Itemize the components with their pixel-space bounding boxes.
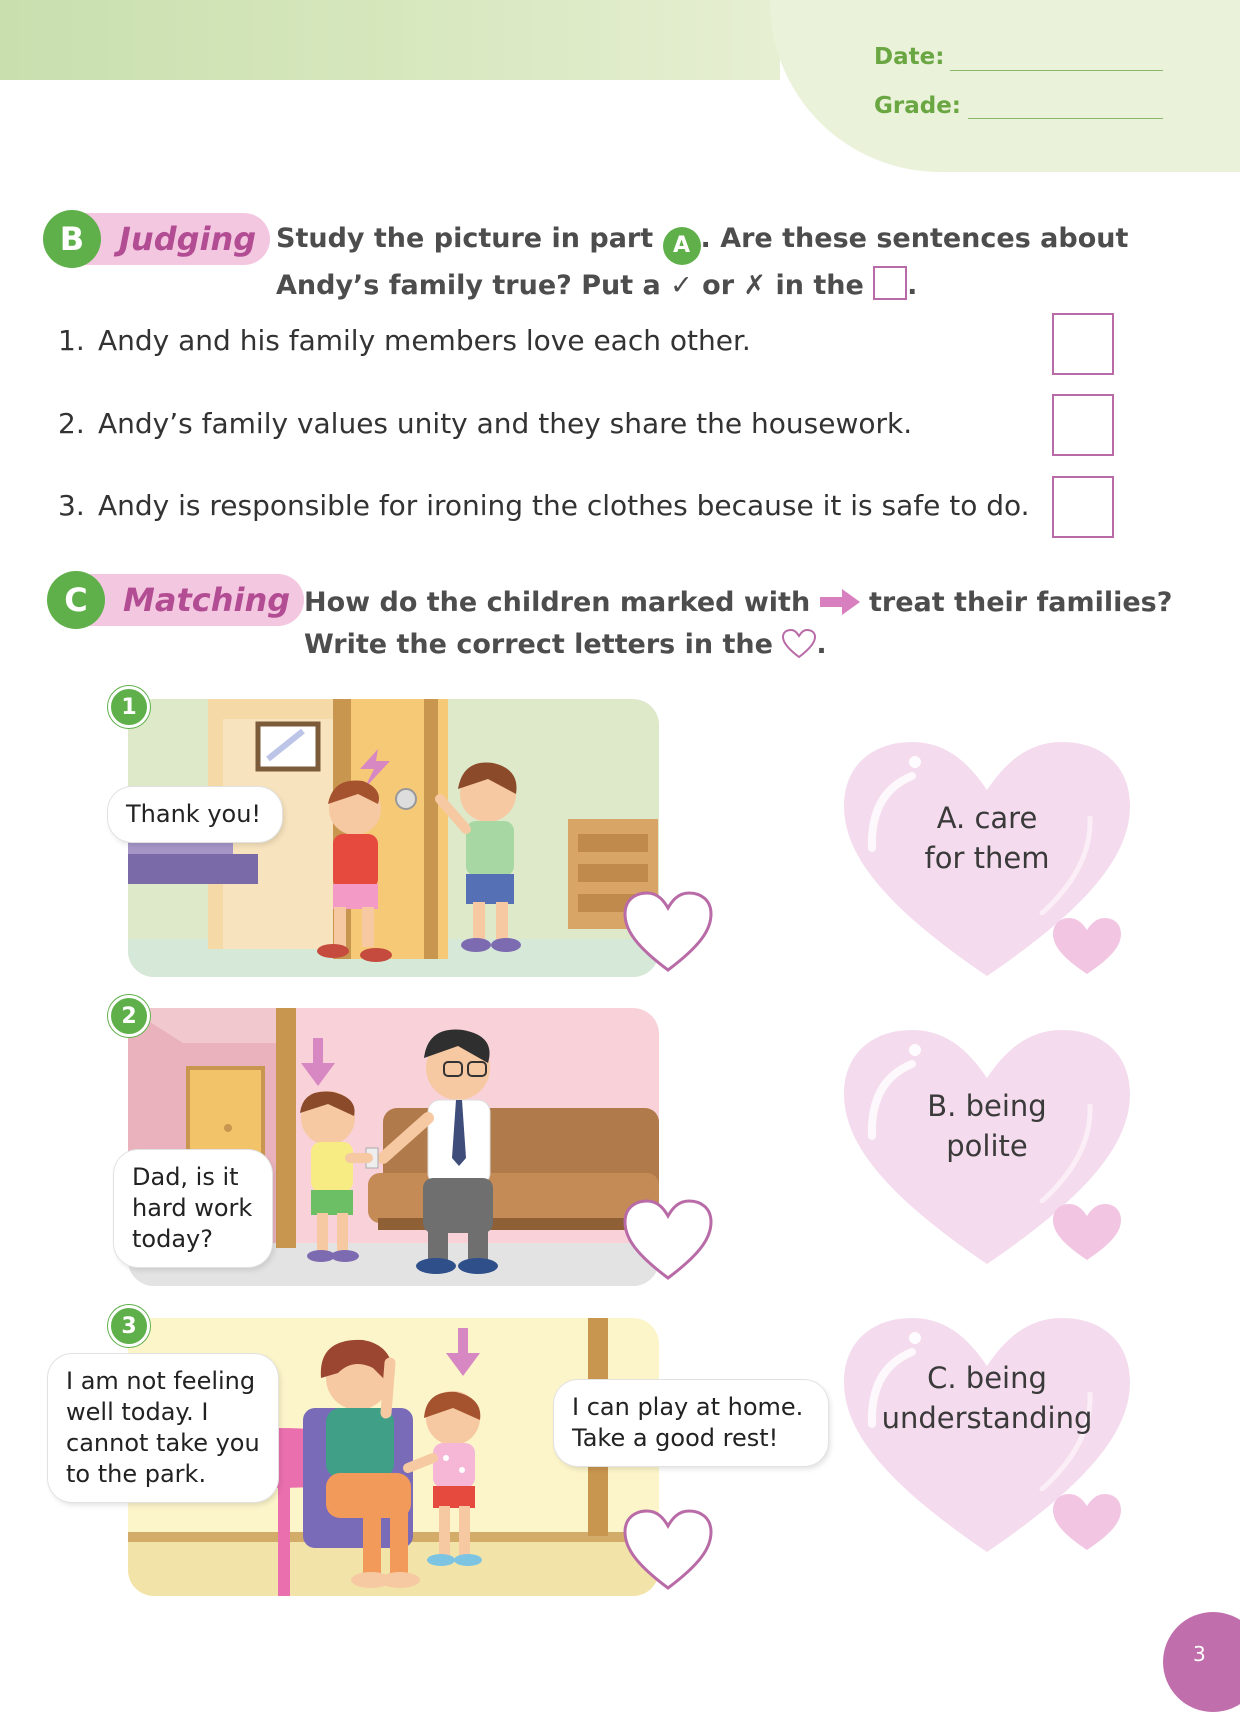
instruction-text: Study the picture in part: [276, 223, 654, 254]
option-c-text: C. being understanding: [881, 1361, 1093, 1435]
instruction-text: .: [816, 629, 827, 660]
date-line[interactable]: [950, 70, 1163, 71]
section-c-instruction: [304, 582, 1172, 666]
speech-bubble-3b: I can play at home. Take a good rest!: [554, 1380, 828, 1466]
picture-number-1: 1: [108, 686, 150, 728]
instruction-text: How do the children marked with: [304, 587, 811, 618]
instruction-text: Write the correct letters in the: [304, 629, 773, 660]
statement-2: [58, 407, 912, 440]
option-b: [842, 1026, 1132, 1266]
answer-box-3[interactable]: [1052, 476, 1114, 538]
speech-bubble-2: Dad, is it hard work today?: [114, 1150, 272, 1267]
grade-label: Grade:: [874, 93, 962, 119]
page-number-badge: [1163, 1612, 1240, 1712]
option-a: [842, 738, 1132, 978]
instruction-text: Andy’s family true? Put a ✓ or ✗ in the: [276, 270, 864, 301]
picture-number-3: 3: [108, 1305, 150, 1347]
statement-3: [58, 489, 1030, 522]
grade-line[interactable]: [968, 118, 1163, 119]
picture-number-2: 2: [108, 995, 150, 1037]
info-panel: [770, 0, 1240, 172]
checkbox-icon: [873, 266, 907, 300]
statement-text: Andy is responsible for ironing the clothes because it is safe to do.: [98, 489, 1030, 522]
statement-1: [58, 324, 751, 357]
answer-heart-1[interactable]: [622, 890, 714, 974]
speech-bubble-3a: I am not feeling well today. I cannot take you to the park.: [48, 1354, 278, 1502]
page-number: 3: [1193, 1642, 1206, 1666]
option-a-text: A. care for them: [924, 801, 1050, 875]
option-c: [842, 1314, 1132, 1554]
section-b-letter: B: [43, 210, 101, 268]
section-c-letter: C: [47, 571, 105, 629]
statement-number: 2.: [58, 407, 85, 440]
instruction-text: .: [907, 270, 918, 301]
answer-box-2[interactable]: [1052, 394, 1114, 456]
statement-number: 3.: [58, 489, 85, 522]
part-a-badge: A: [663, 227, 701, 265]
statement-text: Andy and his family members love each other.: [98, 324, 751, 357]
instruction-text: . Are these sentences about: [700, 223, 1129, 254]
speech-bubble-1: Thank you!: [108, 787, 282, 842]
heart-outline-icon: [782, 629, 816, 659]
section-c-title: Matching: [81, 574, 304, 626]
header-band: [0, 0, 780, 80]
statement-number: 1.: [58, 324, 85, 357]
statement-text: Andy’s family values unity and they share the housework.: [98, 407, 913, 440]
instruction-text: treat their families?: [869, 587, 1173, 618]
section-b-title: Judging: [77, 213, 270, 265]
pink-arrow-icon: [820, 589, 860, 615]
option-b-text: B. being polite: [927, 1089, 1047, 1163]
answer-box-1[interactable]: [1052, 313, 1114, 375]
answer-heart-2[interactable]: [622, 1198, 714, 1282]
answer-heart-3[interactable]: [622, 1508, 714, 1592]
section-b-instruction: [276, 218, 1128, 307]
date-label: Date:: [874, 44, 945, 70]
